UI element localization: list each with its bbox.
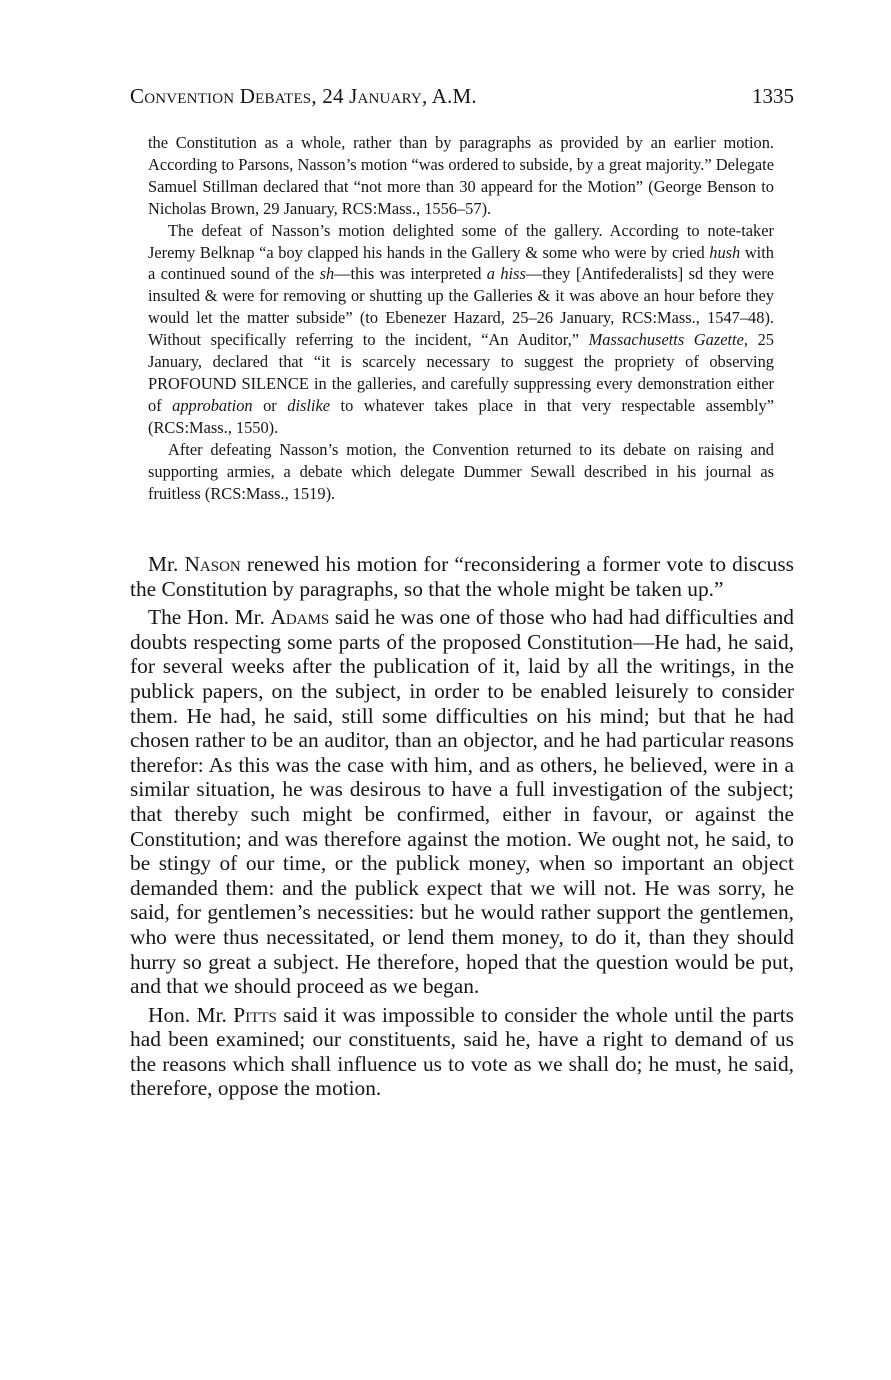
speaker-prefix: Hon. Mr.: [148, 1002, 234, 1027]
note-italic: hush: [709, 242, 741, 262]
note-italic: sh: [319, 264, 335, 284]
page-header: [130, 80, 794, 112]
speaker-prefix: The Hon. Mr.: [148, 605, 271, 630]
speaker-name: Adams: [270, 605, 330, 630]
note-italic: approbation: [172, 395, 253, 415]
note-text: —they [Antifederalists] sd they were insulted & were for removing or shutting up the Galleries & it was above an hour before they would let the matter subside” (to Ebenezer Hazard, 25–26 January, RCS:Mass., 1547–48). Without specifically referring to the incident, “An Auditor,”: [148, 264, 774, 350]
note-paragraph-3: After defeating Nasson’s motion, the Convention returned to its debate on raising and supporting armies, a debate which delegate Dummer Sewall described in his journal as fruitless (RCS:Mass., 1519).: [148, 439, 774, 503]
note-text: The defeat of Nasson’s motion delighted some of the gallery. According to note-taker Jeremy Belknap “a boy clapped his hands in the Gallery & some who were by cried: [148, 220, 774, 262]
note-paragraph-1: the Constitution as a whole, rather than by paragraphs as provided by an earlier motion. According to Parsons, Nasson’s motion “was ordered to subside, by a great majority.” Delegate Samuel Stillman declared that “not more than 30 appeard for the Motion” (George Benson to Nicholas Brown, 29 January, RCS:Mass., 1556–57).: [148, 133, 774, 218]
note-text: , 25 January, declared that “it is scarcely necessary to suggest the propriety of observing PROFOUND SILENCE in the galleries, and carefully suppressing every demonstration either of: [148, 330, 774, 415]
editorial-note: [148, 132, 774, 504]
debate-paragraph-nason: [130, 552, 794, 601]
debate-paragraph-pitts: [130, 1003, 794, 1101]
note-text: —this was interpreted: [334, 264, 487, 284]
note-text: or: [252, 395, 288, 415]
speech-text: renewed his motion for “reconsidering a former vote to discuss the Constitution by paragraphs, so that the whole might be taken up.”: [130, 552, 794, 601]
note-italic: Massachusetts Gazette: [588, 330, 744, 350]
speaker-prefix: Mr.: [148, 552, 185, 576]
note-text: with a continued sound of the: [148, 242, 774, 284]
note-italic: dislike: [287, 395, 331, 415]
speaker-name: Nason: [184, 552, 241, 576]
page-number: 1335: [752, 84, 794, 108]
speech-text: said it was impossible to consider the whole until the parts had been examined; our constituents, said he, have a right to demand of us the reasons which shall influence us to vote as we shall do; he must, he said, therefore, oppose the motion.: [130, 1002, 794, 1101]
speaker-name: Pitts: [233, 1002, 277, 1027]
debate-paragraph-adams: [130, 605, 794, 999]
debate-text: [130, 552, 794, 1101]
running-head: Convention Debates, 24 January, A.M.: [130, 84, 477, 108]
note-paragraph-2: [148, 220, 774, 439]
speech-text: said he was one of those who had had difficulties and doubts respecting some parts of the proposed Constitution—He had, he said, for several weeks after the publication of it, laid by all the writings, in the publick papers, on the subject, in order to be enabled leisurely to consider them. He had, he said, still some difficulties on his mind; but that he had chosen rather to be an auditor, than an objector, and he had particular reasons therefor: As this was the case with him, and as others, he believed, were in a similar situation, he was desirous to have a full investigation of the subject; that thereby such might be confirmed, either in favour, or against the Constitution; and was therefore against the motion. We ought not, he said, to be stingy of our time, or the publick money, when so important an object demanded them: and the publick expect that we will not. He was sorry, he said, for gentlemen’s necessities: but he would rather support the gentlemen, who were thus necessitated, or lend them money, to do it, than they should hurry so great a subject. He therefore, hoped that the question would be put, and that we should proceed as we began.: [130, 605, 794, 999]
note-italic: a hiss: [486, 264, 526, 284]
note-text: to whatever takes place in that very respectable assembly” (RCS:Mass., 1550).: [148, 395, 774, 437]
